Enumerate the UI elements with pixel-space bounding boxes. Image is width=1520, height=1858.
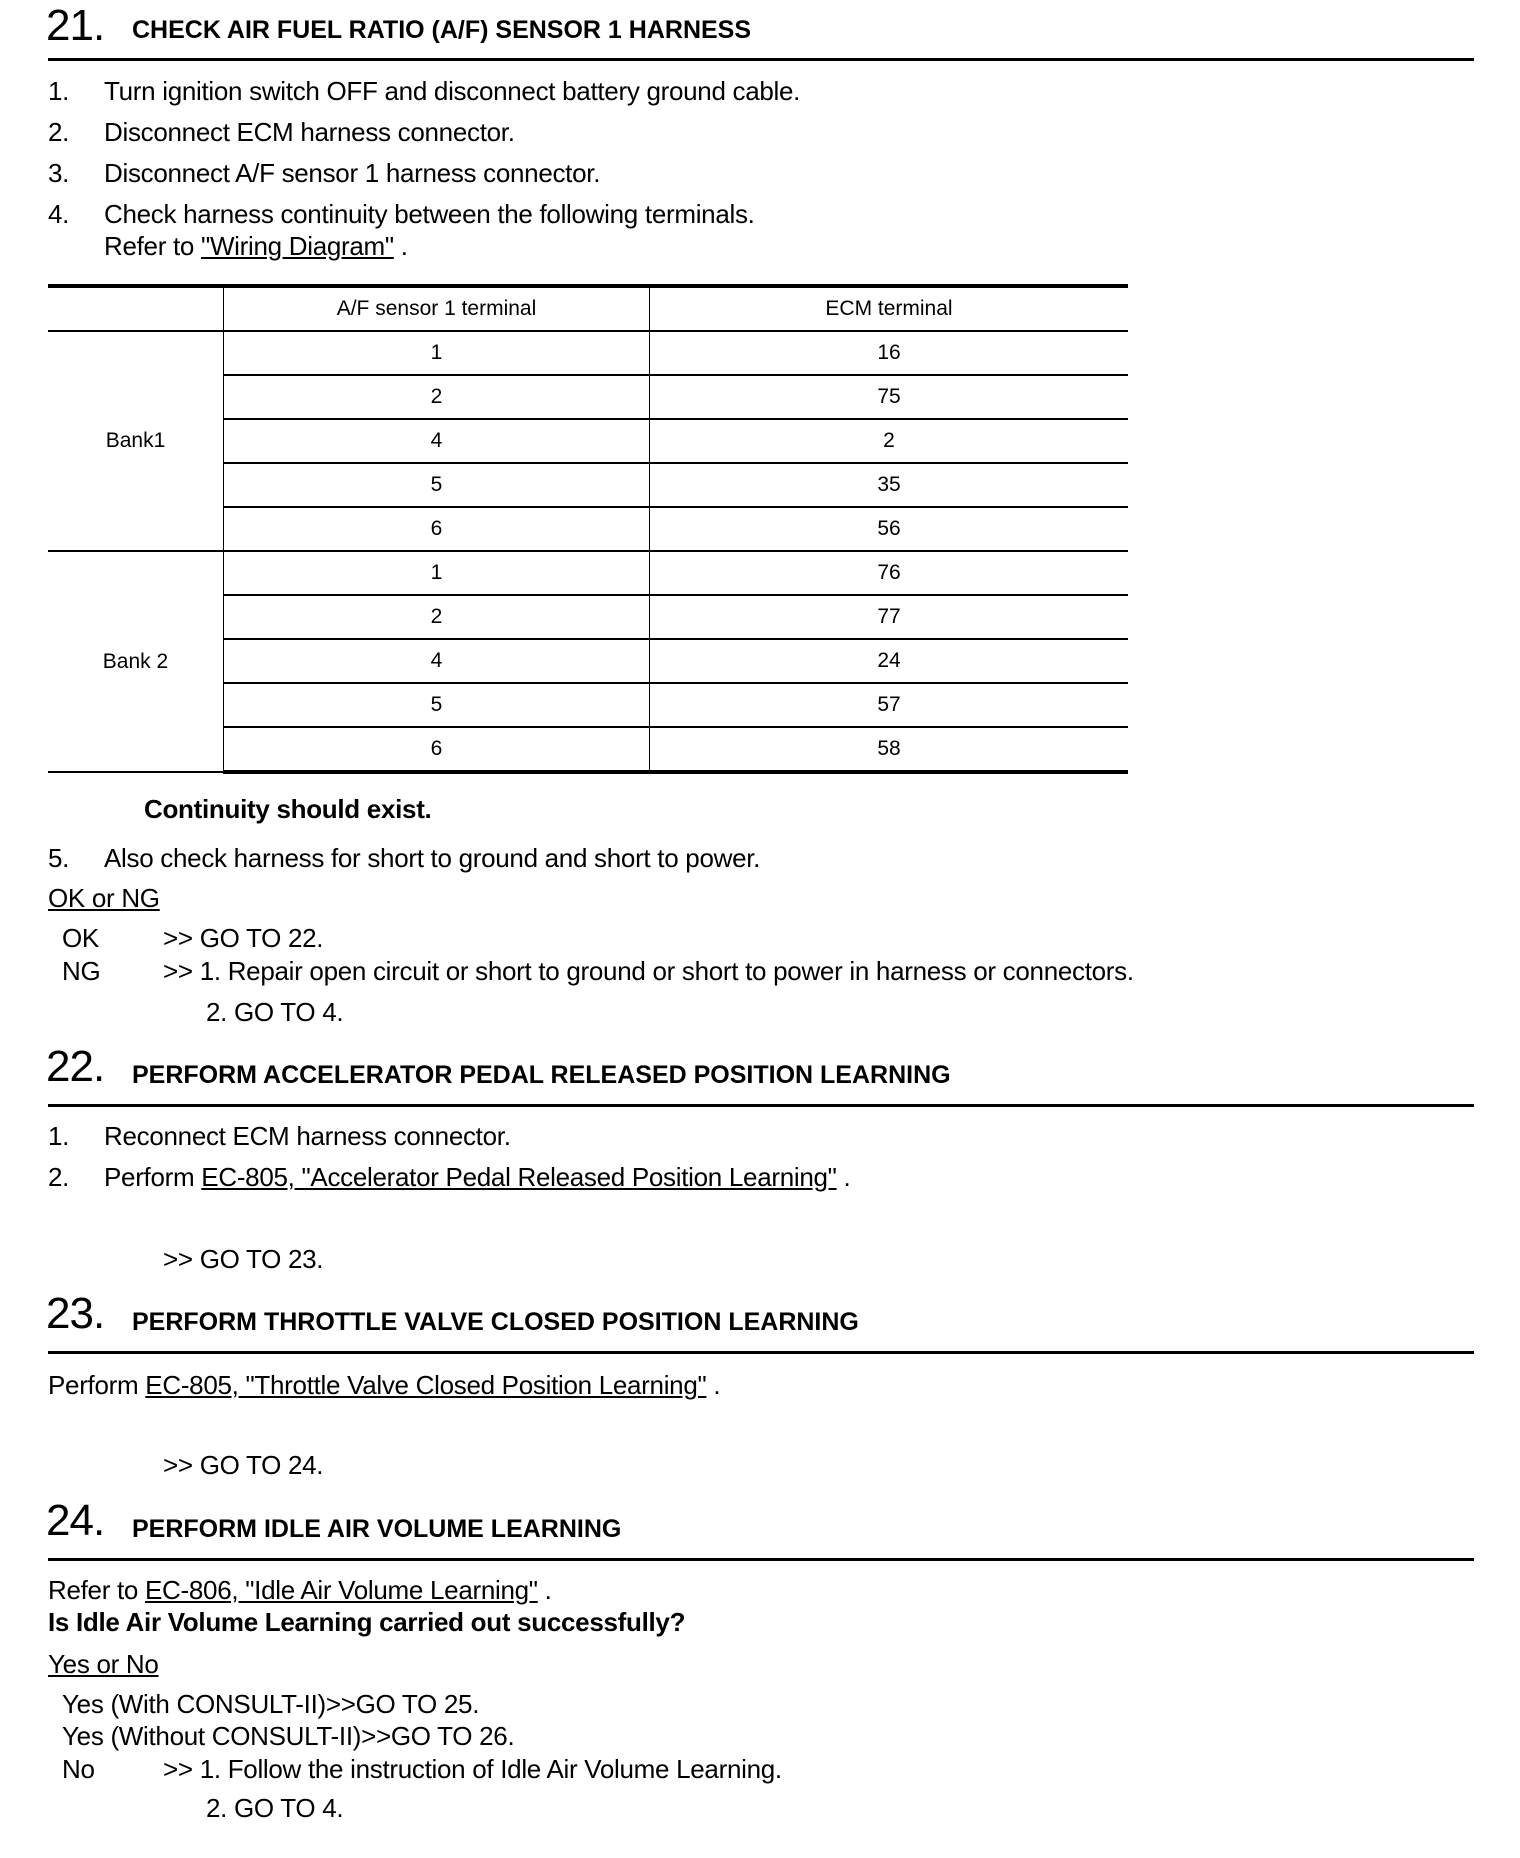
ecm-terminal-cell: 56 xyxy=(650,507,1129,551)
list-item xyxy=(48,842,760,874)
item-number: 1. xyxy=(48,1121,70,1151)
section-divider xyxy=(48,1558,1474,1561)
item-number: 2. xyxy=(48,1162,70,1192)
item-text: Perform xyxy=(104,1162,202,1192)
perform-suffix: . xyxy=(706,1370,721,1400)
go-to-action: >> GO TO 24. xyxy=(163,1450,324,1480)
section-title-23: PERFORM THROTTLE VALVE CLOSED POSITION LEARNING xyxy=(132,1308,859,1336)
ecm-terminal-cell: 75 xyxy=(650,375,1129,419)
list-item xyxy=(48,157,600,189)
item-text: Also check harness for short to ground and short to power. xyxy=(104,843,761,873)
refer-prefix: Refer to xyxy=(104,231,202,261)
refer-suffix: . xyxy=(393,231,408,261)
section-divider xyxy=(48,1104,1474,1107)
ecm-terminal-cell: 2 xyxy=(650,419,1129,463)
continuity-note: Continuity should exist. xyxy=(144,794,432,824)
list-item xyxy=(48,75,800,107)
item-suffix: . xyxy=(836,1162,851,1192)
table-row xyxy=(48,331,1128,375)
af-terminal-cell: 4 xyxy=(224,419,650,463)
af-terminal-cell: 5 xyxy=(224,463,650,507)
list-item xyxy=(48,116,515,148)
question: Is Idle Air Volume Learning carried out successfully? xyxy=(48,1607,686,1637)
af-terminal-cell: 1 xyxy=(224,331,650,375)
af-terminal-cell: 6 xyxy=(224,507,650,551)
section-title-24: PERFORM IDLE AIR VOLUME LEARNING xyxy=(132,1515,622,1543)
item-text: Reconnect ECM harness connector. xyxy=(104,1121,511,1151)
af-terminal-cell: 1 xyxy=(224,551,650,595)
wiring-diagram-link[interactable]: "Wiring Diagram" xyxy=(201,231,394,261)
table-row xyxy=(48,551,1128,595)
perform-line xyxy=(48,1369,720,1401)
throttle-valve-learning-link[interactable]: EC-805, "Throttle Valve Closed Position Learning" xyxy=(145,1370,707,1400)
section-divider xyxy=(48,58,1474,61)
ok-action: >> GO TO 22. xyxy=(163,923,324,953)
step-number-24: 24. xyxy=(46,1496,105,1545)
ecm-terminal-cell: 77 xyxy=(650,595,1129,639)
idle-air-volume-learning-link[interactable]: EC-806, "Idle Air Volume Learning" xyxy=(145,1575,538,1605)
item-number: 2. xyxy=(48,117,70,147)
table-header-af-terminal: A/F sensor 1 terminal xyxy=(224,286,650,331)
ng-action-2: 2. GO TO 4. xyxy=(206,997,344,1027)
step-number-23: 23. xyxy=(46,1289,105,1338)
ecm-terminal-cell: 16 xyxy=(650,331,1129,375)
ecm-terminal-cell: 76 xyxy=(650,551,1129,595)
item-text: Check harness continuity between the following terminals. xyxy=(104,199,755,229)
af-terminal-cell: 2 xyxy=(224,595,650,639)
go-to-action: >> GO TO 23. xyxy=(163,1244,324,1274)
yes-without-consult: Yes (Without CONSULT-II)>>GO TO 26. xyxy=(62,1721,515,1751)
refer-prefix: Refer to xyxy=(48,1575,146,1605)
af-terminal-cell: 6 xyxy=(224,727,650,772)
item-number: 4. xyxy=(48,199,70,229)
ecm-terminal-cell: 57 xyxy=(650,683,1129,727)
item-text: Disconnect A/F sensor 1 harness connector. xyxy=(104,158,601,188)
step-number-22: 22. xyxy=(46,1042,105,1091)
section-title-22: PERFORM ACCELERATOR PEDAL RELEASED POSITION LEARNING xyxy=(132,1061,951,1089)
refer-line xyxy=(104,230,408,262)
table-header-ecm-terminal: ECM terminal xyxy=(650,286,1129,331)
step-number-21: 21. xyxy=(46,1,105,50)
result-label: Yes or No xyxy=(48,1649,159,1679)
section-title-21: CHECK AIR FUEL RATIO (A/F) SENSOR 1 HARNESS xyxy=(132,16,752,44)
no-label: No xyxy=(62,1754,95,1784)
list-item xyxy=(48,1161,850,1193)
item-text: Disconnect ECM harness connector. xyxy=(104,117,515,147)
section-divider xyxy=(48,1351,1474,1354)
ng-label: NG xyxy=(62,956,101,986)
item-number: 1. xyxy=(48,76,70,106)
result-label: OK or NG xyxy=(48,883,160,913)
no-action-2: 2. GO TO 4. xyxy=(206,1793,344,1823)
list-item xyxy=(48,1120,511,1152)
item-number: 5. xyxy=(48,843,70,873)
perform-prefix: Perform xyxy=(48,1370,146,1400)
ng-action: >> 1. Repair open circuit or short to ground or short to power in harness or connectors. xyxy=(163,956,1134,986)
item-text: Turn ignition switch OFF and disconnect battery ground cable. xyxy=(104,76,801,106)
table-header-blank xyxy=(48,286,224,331)
continuity-table xyxy=(48,284,1128,774)
accelerator-pedal-learning-link[interactable]: EC-805, "Accelerator Pedal Released Position Learning" xyxy=(201,1162,837,1192)
bank-cell: Bank 2 xyxy=(48,551,224,772)
ecm-terminal-cell: 35 xyxy=(650,463,1129,507)
af-terminal-cell: 2 xyxy=(224,375,650,419)
ecm-terminal-cell: 58 xyxy=(650,727,1129,772)
af-terminal-cell: 5 xyxy=(224,683,650,727)
bank-cell: Bank1 xyxy=(48,331,224,551)
af-terminal-cell: 4 xyxy=(224,639,650,683)
yes-with-consult: Yes (With CONSULT-II)>>GO TO 25. xyxy=(62,1689,480,1719)
no-action: >> 1. Follow the instruction of Idle Air Volume Learning. xyxy=(163,1754,782,1784)
item-number: 3. xyxy=(48,158,70,188)
list-item xyxy=(48,198,755,230)
refer-suffix: . xyxy=(537,1575,552,1605)
refer-line xyxy=(48,1574,552,1606)
ok-label: OK xyxy=(62,923,99,953)
ecm-terminal-cell: 24 xyxy=(650,639,1129,683)
